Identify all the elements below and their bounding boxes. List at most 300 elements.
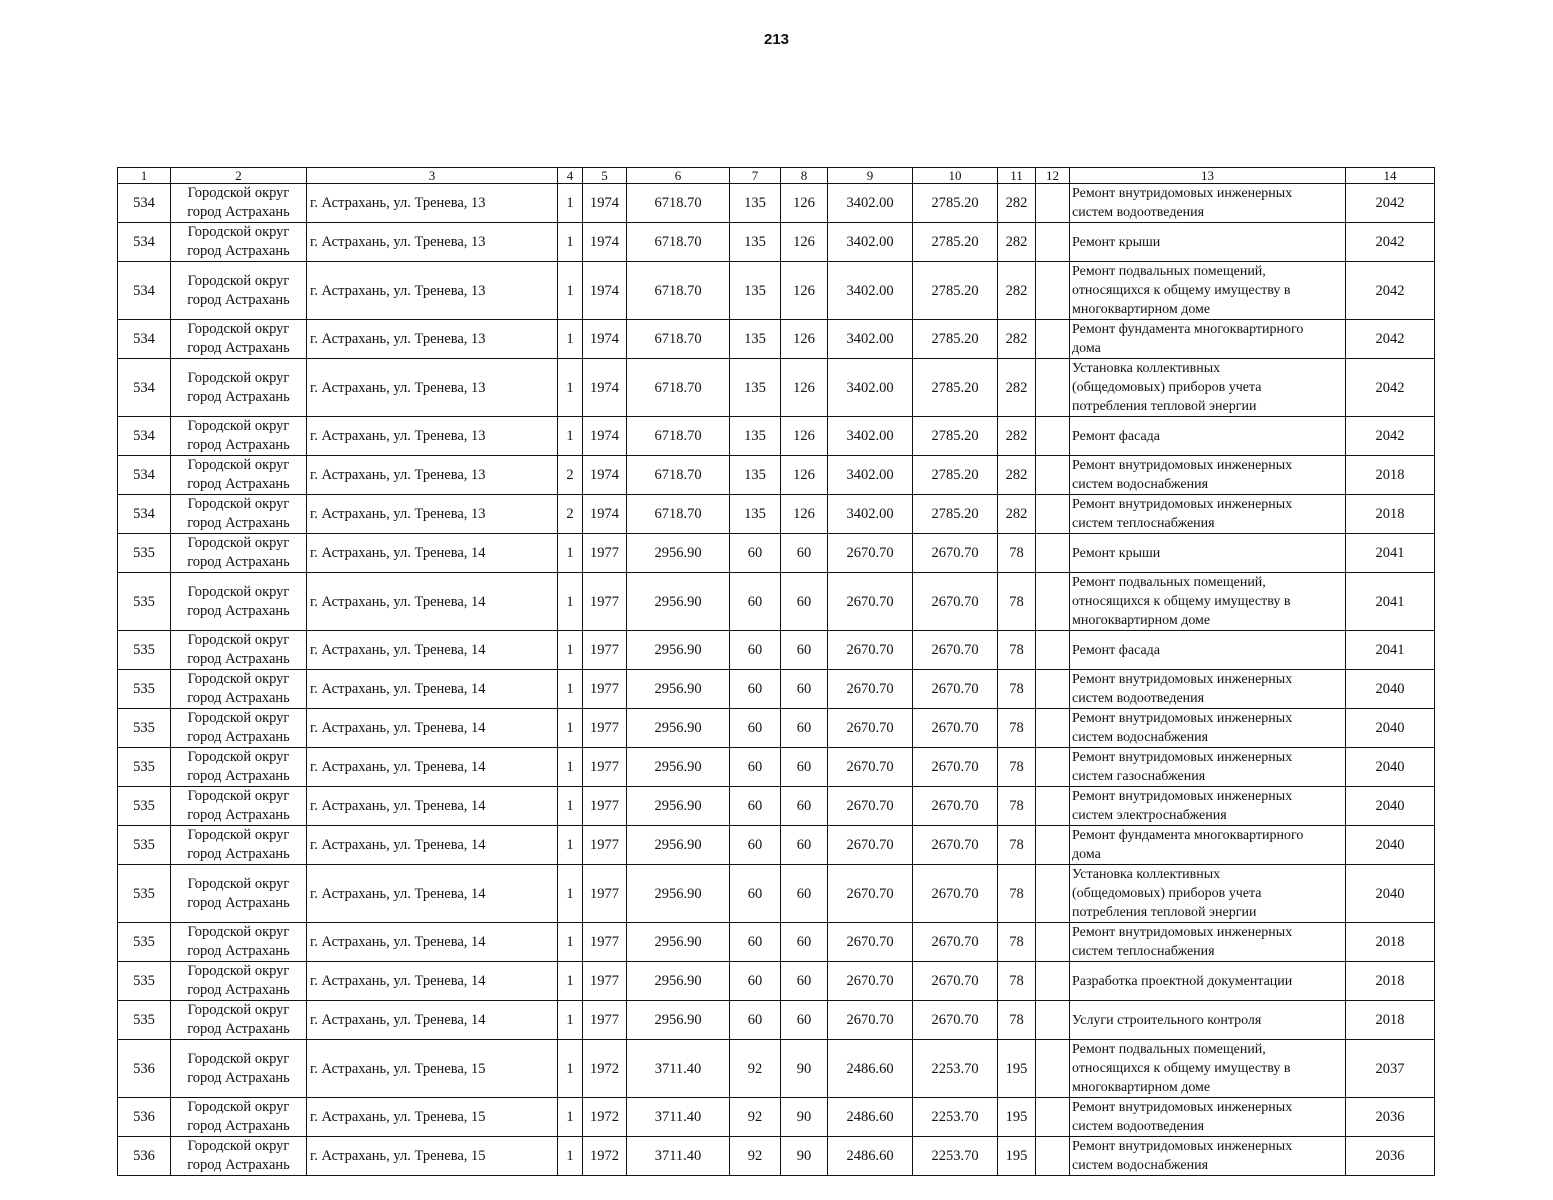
cell-5: 1977 [583,534,627,573]
row-number: 535 [118,865,171,923]
municipality-line: Городской округ [187,1099,290,1115]
address: г. Астрахань, ул. Тренева, 14 [307,709,558,748]
municipality [171,1098,307,1137]
table-row [118,262,1435,320]
cell-6: 2956.90 [627,631,730,670]
row-number: 534 [118,320,171,359]
cell-6: 2956.90 [627,1001,730,1040]
table-row [118,1098,1435,1137]
cell-5: 1977 [583,826,627,865]
planned-year: 2040 [1346,787,1435,826]
cell-4: 1 [558,748,583,787]
cell-12 [1036,1137,1070,1176]
planned-year: 2037 [1346,1040,1435,1098]
cell-6: 6718.70 [627,223,730,262]
cell-7: 135 [730,456,781,495]
work-type-line: Ремонт крыши [1072,234,1161,250]
cell-8: 90 [781,1040,828,1098]
header-col-12: 12 [1036,168,1070,184]
work-type-line: относящихся к общему имуществу в [1072,594,1291,609]
cell-7: 60 [730,748,781,787]
cell-4: 1 [558,1001,583,1040]
cell-8: 60 [781,534,828,573]
cell-4: 2 [558,456,583,495]
cell-5: 1977 [583,1001,627,1040]
cell-4: 1 [558,184,583,223]
municipality-line: город Астрахань [187,602,290,619]
municipality [171,184,307,223]
cell-12 [1036,709,1070,748]
table-row [118,962,1435,1001]
municipality [171,631,307,670]
cell-11: 78 [998,865,1036,923]
cell-6: 3711.40 [627,1040,730,1098]
work-type [1070,417,1346,456]
cell-10: 2253.70 [913,1098,998,1137]
header-row [118,168,1435,184]
cell-9: 3402.00 [828,262,913,320]
work-type-line: Ремонт фундамента многоквартирного [1072,322,1304,337]
cell-5: 1974 [583,184,627,223]
address: г. Астрахань, ул. Тренева, 13 [307,417,558,456]
cell-5: 1977 [583,631,627,670]
table-row [118,787,1435,826]
cell-11: 78 [998,709,1036,748]
municipality-line: Городской округ [187,1002,290,1018]
work-type-line: Ремонт внутридомовых инженерных [1072,186,1293,201]
cell-7: 135 [730,184,781,223]
cell-4: 1 [558,670,583,709]
cell-4: 1 [558,631,583,670]
cell-9: 2670.70 [828,787,913,826]
cell-9: 2670.70 [828,962,913,1001]
work-type [1070,962,1346,1001]
header-col-13: 13 [1070,168,1346,184]
municipality-line: Городской округ [187,321,290,337]
cell-10: 2670.70 [913,923,998,962]
municipality [171,320,307,359]
address: г. Астрахань, ул. Тренева, 14 [307,826,558,865]
cell-6: 6718.70 [627,262,730,320]
cell-9: 2670.70 [828,865,913,923]
cell-10: 2785.20 [913,456,998,495]
planned-year: 2042 [1346,223,1435,262]
cell-11: 195 [998,1137,1036,1176]
planned-year: 2018 [1346,923,1435,962]
cell-6: 2956.90 [627,962,730,1001]
municipality-line: Городской округ [187,185,290,201]
table-row [118,184,1435,223]
work-type-line: дома [1072,847,1101,862]
municipality-line: Городской округ [187,963,290,979]
cell-12 [1036,670,1070,709]
cell-7: 60 [730,670,781,709]
address: г. Астрахань, ул. Тренева, 13 [307,456,558,495]
header-col-7: 7 [730,168,781,184]
cell-11: 78 [998,670,1036,709]
cell-5: 1972 [583,1137,627,1176]
work-type [1070,1098,1346,1137]
municipality-line: город Астрахань [187,515,290,531]
address: г. Астрахань, ул. Тренева, 13 [307,184,558,223]
cell-12 [1036,748,1070,787]
municipality-line: город Астрахань [187,291,290,308]
cell-12 [1036,534,1070,573]
municipality-line: город Астрахань [187,437,290,453]
cell-5: 1972 [583,1040,627,1098]
planned-year: 2018 [1346,495,1435,534]
table-row [118,573,1435,631]
row-number: 535 [118,709,171,748]
cell-7: 135 [730,417,781,456]
cell-8: 60 [781,709,828,748]
municipality-line: город Астрахань [187,243,290,259]
municipality [171,748,307,787]
work-type [1070,923,1346,962]
work-type-line: (общедомовых) приборов учета [1072,380,1262,395]
cell-8: 60 [781,748,828,787]
planned-year: 2041 [1346,573,1435,631]
page-number: 213 [763,31,790,48]
cell-5: 1977 [583,748,627,787]
cell-10: 2785.20 [913,223,998,262]
planned-year: 2040 [1346,748,1435,787]
cell-12 [1036,962,1070,1001]
cell-6: 6718.70 [627,456,730,495]
work-type-line: Ремонт внутридомовых инженерных [1072,1100,1293,1115]
row-number: 535 [118,962,171,1001]
work-type-line: Ремонт подвальных помещений, [1072,575,1266,590]
table-row [118,865,1435,923]
work-type-line: Разработка проектной документации [1072,973,1293,989]
cell-9: 3402.00 [828,359,913,417]
work-type-line: систем водоснабжения [1072,477,1209,492]
municipality [171,709,307,748]
cell-10: 2670.70 [913,787,998,826]
municipality [171,670,307,709]
cell-8: 126 [781,262,828,320]
cell-11: 78 [998,923,1036,962]
cell-8: 126 [781,320,828,359]
cell-7: 60 [730,865,781,923]
work-type-line: систем теплоснабжения [1072,516,1215,531]
cell-6: 2956.90 [627,670,730,709]
work-type-line: Установка коллективных [1072,867,1221,882]
cell-12 [1036,631,1070,670]
work-type [1070,495,1346,534]
address: г. Астрахань, ул. Тренева, 14 [307,787,558,826]
planned-year: 2036 [1346,1137,1435,1176]
cell-9: 2670.70 [828,1001,913,1040]
municipality [171,962,307,1001]
cell-7: 60 [730,826,781,865]
cell-11: 78 [998,962,1036,1001]
planned-year: 2042 [1346,262,1435,320]
cell-8: 90 [781,1137,828,1176]
cell-7: 60 [730,631,781,670]
municipality-line: город Астрахань [187,1021,290,1037]
cell-9: 3402.00 [828,417,913,456]
municipality-line: Городской округ [187,749,290,765]
municipality-line: Городской округ [187,827,290,843]
work-type-line: Ремонт внутридомовых инженерных [1072,750,1293,765]
cell-11: 282 [998,262,1036,320]
municipality-line: город Астрахань [187,476,290,492]
municipality [171,359,307,417]
header-col-10: 10 [913,168,998,184]
cell-4: 1 [558,923,583,962]
cell-10: 2785.20 [913,359,998,417]
work-type-line: Ремонт внутридомовых инженерных [1072,711,1293,726]
cell-8: 60 [781,670,828,709]
municipality-line: город Астрахань [187,846,290,862]
cell-11: 78 [998,631,1036,670]
cell-10: 2670.70 [913,1001,998,1040]
cell-6: 2956.90 [627,826,730,865]
row-number: 535 [118,787,171,826]
address: г. Астрахань, ул. Тренева, 14 [307,962,558,1001]
cell-5: 1977 [583,670,627,709]
planned-year: 2041 [1346,534,1435,573]
cell-4: 1 [558,962,583,1001]
address: г. Астрахань, ул. Тренева, 14 [307,631,558,670]
work-type-line: относящихся к общему имуществу в [1072,1061,1291,1076]
municipality [171,865,307,923]
planned-year: 2018 [1346,962,1435,1001]
municipality-line: город Астрахань [187,340,290,356]
row-number: 536 [118,1098,171,1137]
row-number: 536 [118,1137,171,1176]
cell-7: 60 [730,534,781,573]
municipality [171,923,307,962]
planned-year: 2042 [1346,320,1435,359]
row-number: 535 [118,1001,171,1040]
table-row [118,417,1435,456]
cell-4: 1 [558,417,583,456]
municipality [171,573,307,631]
cell-7: 135 [730,223,781,262]
cell-10: 2670.70 [913,962,998,1001]
municipality-line: Городской округ [187,875,290,892]
municipality-line: город Астрахань [187,1069,290,1086]
cell-9: 2670.70 [828,709,913,748]
work-type-line: систем электроснабжения [1072,808,1227,823]
work-type-line: дома [1072,341,1101,356]
planned-year: 2040 [1346,865,1435,923]
row-number: 534 [118,456,171,495]
cell-7: 60 [730,709,781,748]
municipality-line: Городской округ [187,924,290,940]
row-number: 535 [118,826,171,865]
cell-9: 2670.70 [828,826,913,865]
header-col-11: 11 [998,168,1036,184]
cell-12 [1036,495,1070,534]
work-type-line: Ремонт внутридомовых инженерных [1072,497,1293,512]
cell-6: 2956.90 [627,923,730,962]
cell-7: 60 [730,1001,781,1040]
work-type [1070,359,1346,417]
cell-11: 282 [998,417,1036,456]
cell-11: 195 [998,1040,1036,1098]
cell-12 [1036,923,1070,962]
cell-7: 135 [730,262,781,320]
cell-8: 60 [781,1001,828,1040]
work-type-line: многоквартирном доме [1072,613,1211,628]
address: г. Астрахань, ул. Тренева, 14 [307,1001,558,1040]
municipality-line: Городской округ [187,710,290,726]
work-type-line: Ремонт подвальных помещений, [1072,264,1266,279]
row-number: 535 [118,534,171,573]
cell-7: 92 [730,1098,781,1137]
cell-10: 2670.70 [913,631,998,670]
cell-12 [1036,320,1070,359]
cell-5: 1974 [583,456,627,495]
row-number: 535 [118,748,171,787]
cell-9: 3402.00 [828,223,913,262]
municipality-line: город Астрахань [187,768,290,784]
cell-4: 1 [558,1098,583,1137]
header-col-address: 3 [307,168,558,184]
address: г. Астрахань, ул. Тренева, 13 [307,262,558,320]
cell-12 [1036,1098,1070,1137]
cell-5: 1977 [583,923,627,962]
row-number: 535 [118,670,171,709]
address: г. Астрахань, ул. Тренева, 14 [307,865,558,923]
cell-5: 1972 [583,1098,627,1137]
municipality-line: Городской округ [187,1050,290,1067]
cell-7: 60 [730,787,781,826]
cell-10: 2785.20 [913,495,998,534]
cell-8: 126 [781,495,828,534]
cell-10: 2670.70 [913,709,998,748]
municipality [171,1001,307,1040]
work-type-line: Установка коллективных [1072,361,1221,376]
planned-year: 2042 [1346,184,1435,223]
table-row [118,359,1435,417]
work-type-line: Ремонт внутридомовых инженерных [1072,789,1293,804]
row-number: 535 [118,573,171,631]
cell-12 [1036,787,1070,826]
address: г. Астрахань, ул. Тренева, 14 [307,923,558,962]
cell-8: 126 [781,359,828,417]
cell-12 [1036,184,1070,223]
row-number: 536 [118,1040,171,1098]
row-number: 534 [118,184,171,223]
row-number: 534 [118,417,171,456]
cell-5: 1977 [583,865,627,923]
header-col-5: 5 [583,168,627,184]
row-number: 534 [118,495,171,534]
cell-10: 2670.70 [913,865,998,923]
municipality [171,495,307,534]
municipality-line: город Астрахань [187,729,290,745]
header-col-4: 4 [558,168,583,184]
cell-6: 6718.70 [627,417,730,456]
cell-12 [1036,865,1070,923]
cell-8: 126 [781,184,828,223]
municipality-line: город Астрахань [187,651,290,667]
planned-year: 2040 [1346,709,1435,748]
address: г. Астрахань, ул. Тренева, 14 [307,534,558,573]
cell-10: 2785.20 [913,184,998,223]
address: г. Астрахань, ул. Тренева, 13 [307,320,558,359]
work-type-line: систем водоотведения [1072,205,1205,220]
cell-5: 1977 [583,709,627,748]
cell-11: 78 [998,573,1036,631]
cell-11: 78 [998,534,1036,573]
cell-12 [1036,1001,1070,1040]
work-type-line: потребления тепловой энергии [1072,905,1257,920]
municipality-line: Городской округ [187,671,290,687]
address: г. Астрахань, ул. Тренева, 14 [307,748,558,787]
work-type [1070,865,1346,923]
work-type-line: многоквартирном доме [1072,302,1211,317]
municipality [171,826,307,865]
cell-7: 60 [730,573,781,631]
planned-year: 2018 [1346,1001,1435,1040]
cell-12 [1036,826,1070,865]
cell-6: 6718.70 [627,320,730,359]
cell-4: 1 [558,1040,583,1098]
cell-4: 1 [558,223,583,262]
cell-7: 92 [730,1040,781,1098]
cell-6: 2956.90 [627,748,730,787]
cell-5: 1974 [583,495,627,534]
cell-8: 60 [781,631,828,670]
work-type-line: систем водоотведения [1072,1119,1205,1134]
cell-12 [1036,262,1070,320]
municipality-line: Городской округ [187,224,290,240]
cell-9: 3402.00 [828,184,913,223]
cell-6: 6718.70 [627,495,730,534]
cell-6: 2956.90 [627,865,730,923]
municipality-line: город Астрахань [187,894,290,911]
municipality-line: Городской округ [187,583,290,600]
planned-year: 2042 [1346,359,1435,417]
work-type-line: Ремонт внутридомовых инженерных [1072,672,1293,687]
table-row [118,1001,1435,1040]
cell-12 [1036,573,1070,631]
municipality-line: город Астрахань [187,690,290,706]
cell-8: 126 [781,456,828,495]
work-type-line: Ремонт фасада [1072,428,1161,444]
cell-5: 1974 [583,223,627,262]
cell-4: 1 [558,262,583,320]
cell-9: 3402.00 [828,495,913,534]
cell-11: 282 [998,223,1036,262]
cell-5: 1974 [583,262,627,320]
cell-9: 2670.70 [828,748,913,787]
municipality [171,262,307,320]
cell-7: 135 [730,495,781,534]
municipality [171,534,307,573]
table-row [118,1137,1435,1176]
cell-11: 282 [998,320,1036,359]
cell-4: 1 [558,709,583,748]
header-col-14: 14 [1346,168,1435,184]
cell-8: 60 [781,826,828,865]
municipality-line: Городской округ [187,1138,290,1154]
work-type [1070,709,1346,748]
municipality [171,456,307,495]
municipality [171,1040,307,1098]
work-type [1070,670,1346,709]
cell-5: 1974 [583,359,627,417]
work-type-line: Ремонт внутридомовых инженерных [1072,925,1293,940]
table-row [118,631,1435,670]
table-row [118,320,1435,359]
work-type-line: систем водоснабжения [1072,1158,1209,1173]
